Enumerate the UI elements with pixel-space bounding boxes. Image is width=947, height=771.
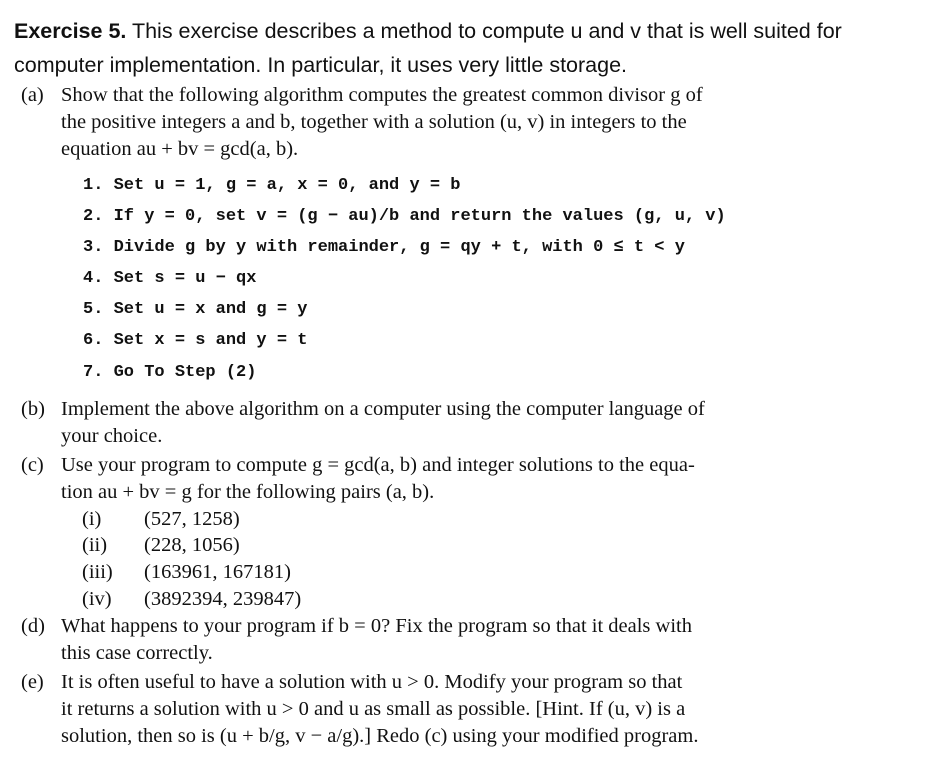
part-a-line-2: the positive integers a and b, together with a solution (u, v) in integers to the (61, 111, 687, 133)
header-line-2: computer implementation. In particular, it uses very little storage. (14, 53, 628, 77)
pair-label-i: (i) (82, 508, 102, 530)
algorithm-step-7: 7. Go To Step (2) (83, 363, 257, 382)
pair-label-ii: (ii) (82, 534, 108, 556)
part-c-label: (c) (21, 454, 44, 476)
algorithm-step-3: 3. Divide g by y with remainder, g = qy + t, with 0 ≤ t < y (83, 238, 685, 257)
pair-value-iv: (3892394, 239847) (144, 588, 302, 610)
part-e-line-3: solution, then so is (u + b/g, v − a/g).] Redo (c) using your modified program. (61, 725, 699, 747)
part-e-line-1: It is often useful to have a solution with u > 0. Modify your program so that (61, 671, 683, 693)
pair-value-i: (527, 1258) (144, 508, 240, 530)
part-a-label: (a) (21, 84, 44, 106)
part-b-line-2: your choice. (61, 425, 163, 447)
part-a-line-1: Show that the following algorithm computes the greatest common divisor g of (61, 84, 703, 106)
algorithm-step-2: 2. If y = 0, set v = (g − au)/b and return the values (g, u, v) (83, 207, 726, 226)
part-d-line-1: What happens to your program if b = 0? Fix the program so that it deals with (61, 615, 692, 637)
pair-label-iv: (iv) (82, 588, 112, 610)
part-b-label: (b) (21, 398, 45, 420)
part-d-label: (d) (21, 615, 45, 637)
part-e-label: (e) (21, 671, 44, 693)
part-d-line-2: this case correctly. (61, 642, 213, 664)
part-e-line-2: it returns a solution with u > 0 and u as small as possible. [Hint. If (u, v) is a (61, 698, 686, 720)
exercise-header (14, 14, 934, 82)
part-a-line-3: equation au + bv = gcd(a, b). (61, 138, 299, 160)
pair-label-iii: (iii) (82, 561, 113, 583)
exercise-title: Exercise 5. (14, 19, 127, 43)
part-c-line-1: Use your program to compute g = gcd(a, b) and integer solutions to the equa- (61, 454, 695, 476)
part-b-line-1: Implement the above algorithm on a computer using the computer language of (61, 398, 705, 420)
header-text-1: This exercise describes a method to compute u and v that is well suited for (131, 19, 842, 43)
algorithm-step-4: 4. Set s = u − qx (83, 269, 257, 288)
pair-value-iii: (163961, 167181) (144, 561, 291, 583)
algorithm-step-5: 5. Set u = x and g = y (83, 300, 308, 319)
algorithm-step-1: 1. Set u = 1, g = a, x = 0, and y = b (83, 176, 461, 195)
part-c-line-2: tion au + bv = g for the following pairs (a, b). (61, 481, 435, 503)
pair-value-ii: (228, 1056) (144, 534, 240, 556)
algorithm-step-6: 6. Set x = s and y = t (83, 331, 308, 350)
header-line-1 (14, 14, 934, 48)
